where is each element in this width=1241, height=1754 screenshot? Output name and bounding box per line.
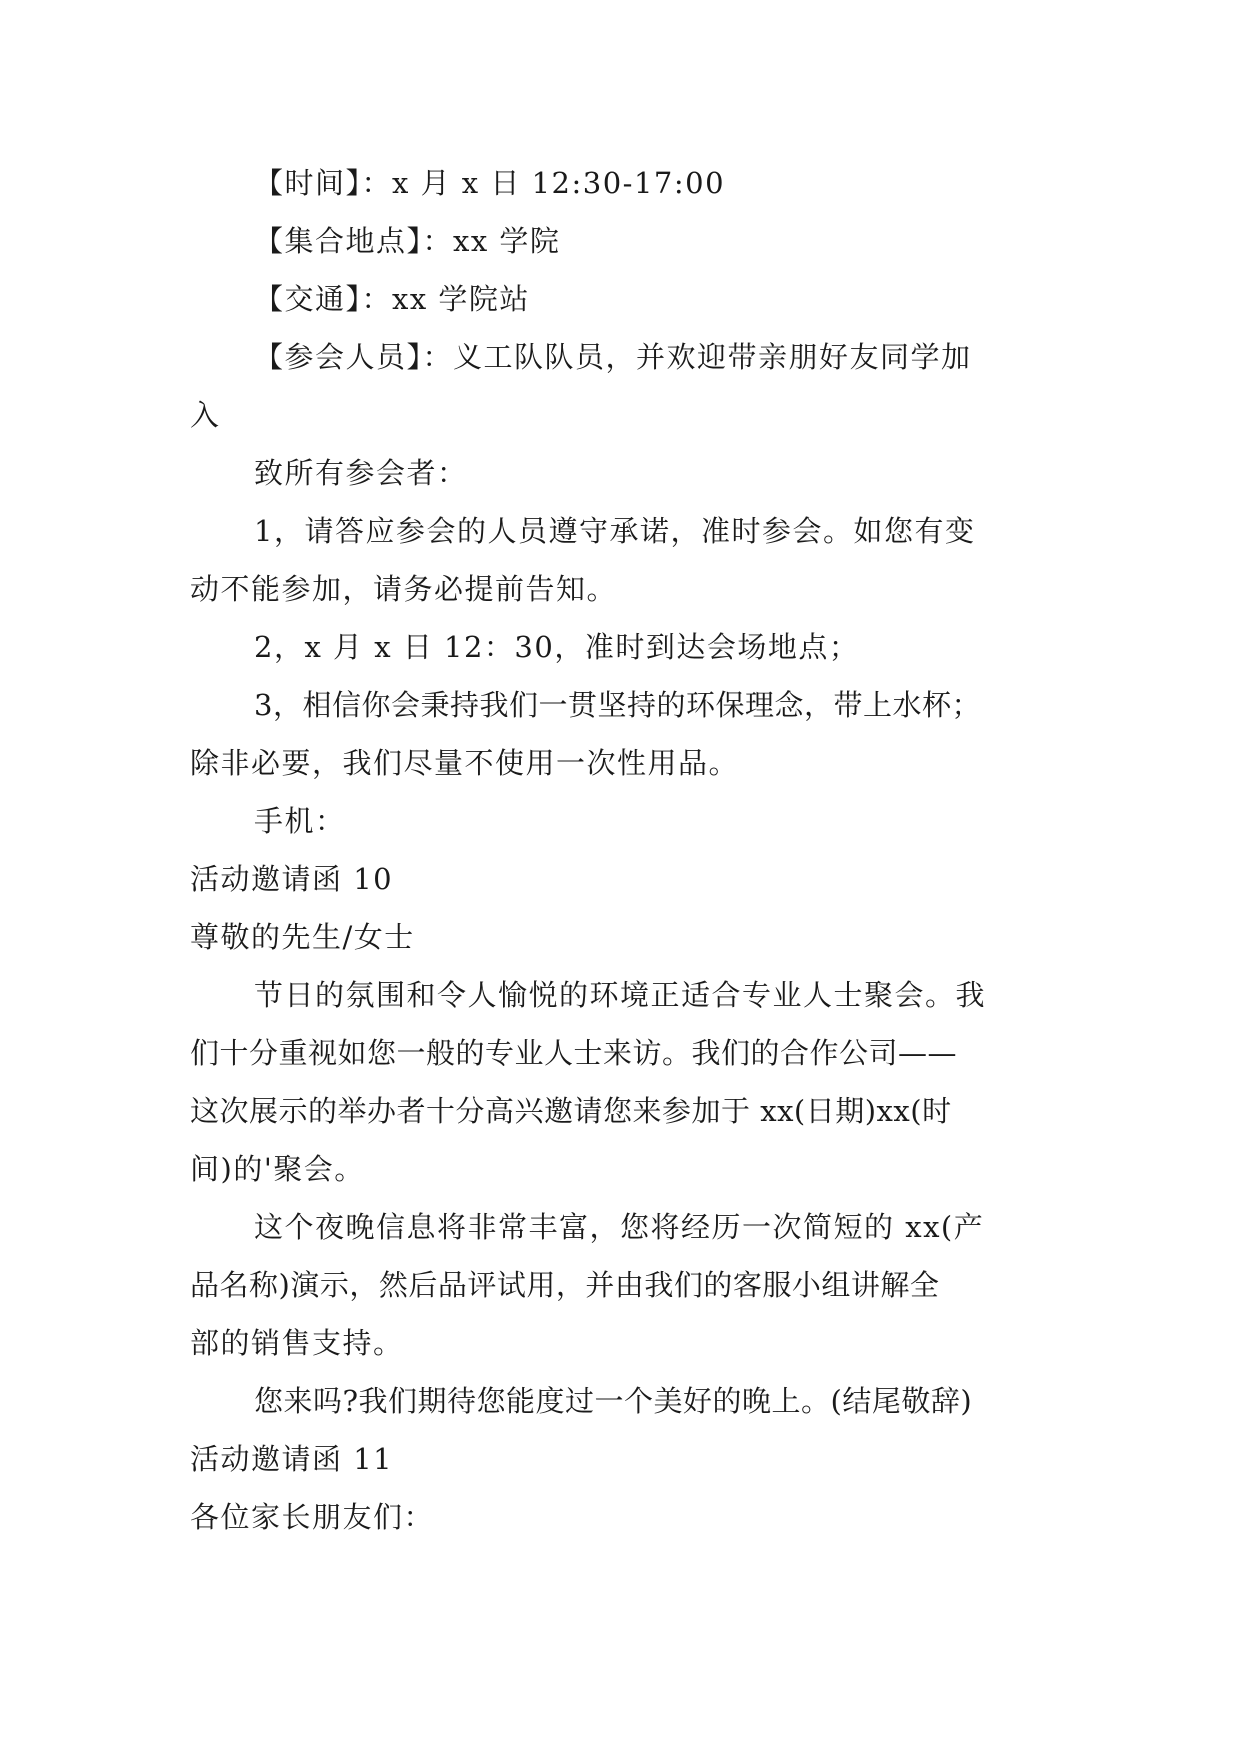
transport-line: 【交通】：xx 学院站	[254, 282, 530, 316]
paragraph-1-line-1: 节日的氛围和令人愉悦的环境正适合专业人士聚会。我	[254, 978, 987, 1012]
phone-line: 手机：	[254, 804, 346, 838]
invitation-11-salutation: 各位家长朋友们：	[190, 1500, 435, 1534]
paragraph-1-line-3: 这次展示的举办者十分高兴邀请您来参加于 xx(日期)xx(时	[190, 1094, 952, 1128]
time-line: 【时间】：x 月 x 日 12:30-17:00	[254, 166, 726, 200]
rule-2-line: 2，x 月 x 日 12：30，准时到达会场地点；	[254, 630, 860, 664]
invitation-11-heading: 活动邀请函 11	[190, 1442, 394, 1476]
attendees-line: 【参会人员】：义工队队员，并欢迎带亲朋好友同学加	[254, 340, 972, 374]
paragraph-1-line-4: 间)的'聚会。	[190, 1152, 365, 1186]
rule-1-line: 1，请答应参会的人员遵守承诺，准时参会。如您有变	[254, 514, 976, 548]
salutation-line: 致所有参会者：	[254, 456, 468, 490]
invitation-10-heading: 活动邀请函 10	[190, 862, 394, 896]
paragraph-3-line-1: 您来吗?我们期待您能度过一个美好的晚上。(结尾敬辞)	[254, 1384, 973, 1418]
meeting-place-line: 【集合地点】：xx 学院	[254, 224, 561, 258]
invitation-10-salutation: 尊敬的先生/女士	[190, 920, 415, 954]
paragraph-2-line-3: 部的销售支持。	[190, 1326, 404, 1360]
paragraph-2-line-2: 品名称)演示，然后品评试用，并由我们的客服小组讲解全	[190, 1268, 940, 1302]
paragraph-1-line-2: 们十分重视如您一般的专业人士来访。我们的合作公司——	[190, 1036, 958, 1070]
rule-1-line-continued: 动不能参加，请务必提前告知。	[190, 572, 618, 606]
rule-3-line: 3，相信你会秉持我们一贯坚持的环保理念，带上水杯；	[254, 688, 981, 722]
paragraph-2-line-1: 这个夜晚信息将非常丰富，您将经历一次简短的 xx(产	[254, 1210, 985, 1244]
attendees-line-continued: 入	[190, 398, 221, 432]
rule-3-line-continued: 除非必要，我们尽量不使用一次性用品。	[190, 746, 740, 780]
